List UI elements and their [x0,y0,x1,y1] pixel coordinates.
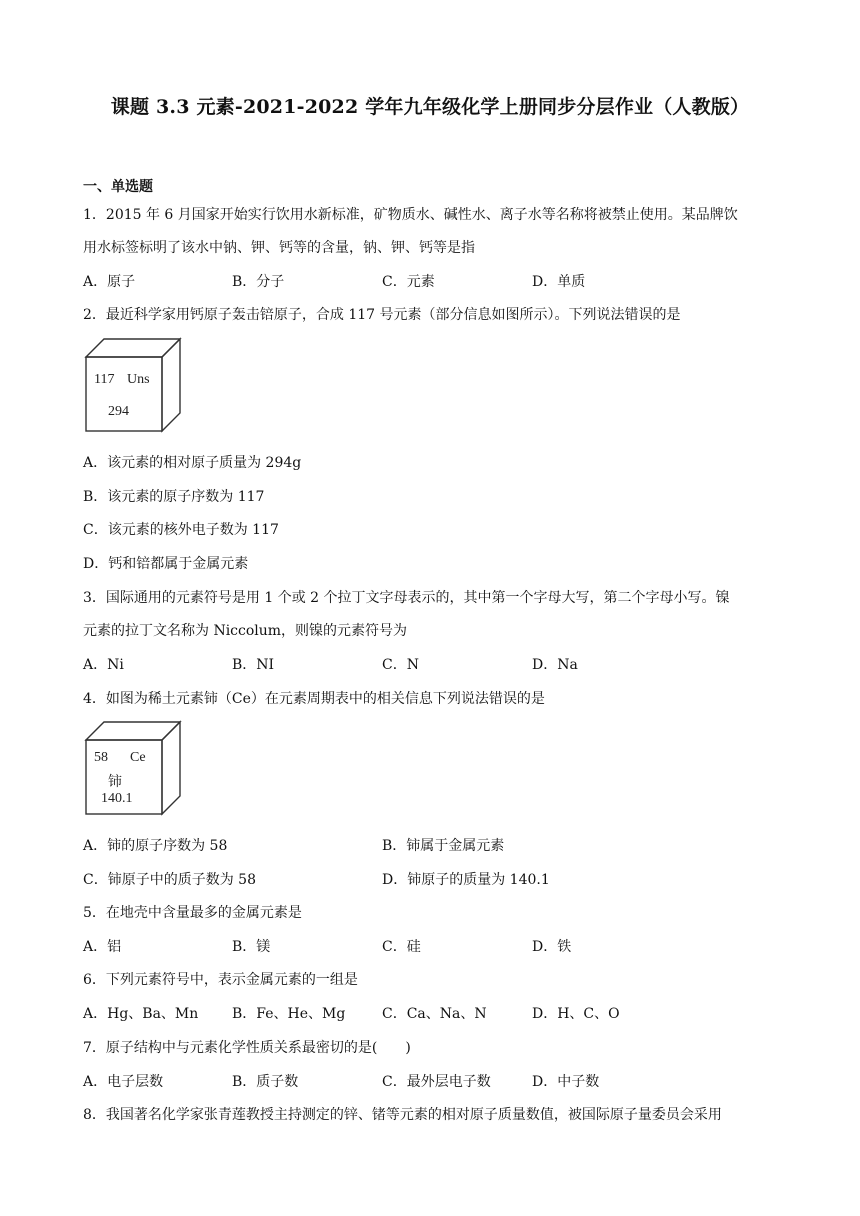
question-5-text: 5．在地壳中含量最多的金属元素是 [83,905,302,921]
option-c[interactable]: C．N [382,657,419,673]
option-a[interactable]: A．该元素的相对原子质量为 294g [83,455,302,471]
question-7-text: 7．原子结构中与元素化学性质关系最密切的是( ) [83,1040,411,1056]
option-a[interactable]: A．电子层数 [83,1074,164,1090]
element-name: 铈 [108,774,122,790]
question-3-text: 3．国际通用的元素符号是用 1 个或 2 个拉丁文字母表示的，其中第一个字母大写，第二个字母小写。镍 [83,590,730,606]
atomic-mass: 140.1 [101,791,133,806]
atomic-number: 117 [94,372,115,387]
element-box-ce [84,720,184,816]
option-c[interactable]: C．硅 [382,939,421,955]
option-c[interactable]: C．最外层电子数 [382,1074,491,1090]
element-symbol: Uns [127,372,150,387]
atomic-number: 58 [94,750,108,765]
option-c[interactable]: C．铈原子中的质子数为 58 [83,872,256,888]
option-d[interactable]: D．铈原子的质量为 140.1 [382,872,550,888]
option-b[interactable]: B．该元素的原子序数为 117 [83,489,265,505]
option-d[interactable]: D．单质 [532,274,586,290]
option-d[interactable]: D．Na [532,657,578,673]
question-6-text: 6．下列元素符号中，表示金属元素的一组是 [83,972,358,988]
section-heading: 一、单选题 [83,179,153,195]
option-c[interactable]: C．Ca、Na、N [382,1006,487,1022]
option-a[interactable]: A．原子 [83,274,136,290]
element-symbol: Ce [130,750,146,765]
option-b[interactable]: B．Fe、He、Mg [232,1006,346,1022]
option-c[interactable]: C．该元素的核外电子数为 117 [83,522,279,538]
option-a[interactable]: A．Ni [83,657,124,673]
question-8-text: 8．我国著名化学家张青莲教授主持测定的锌、锗等元素的相对原子质量数值，被国际原子量委员会采用 [83,1107,722,1123]
page-title: 课题 3.3 元素-2021-2022 学年九年级化学上册同步分层作业（人教版） [110,96,750,118]
option-b[interactable]: B．铈属于金属元素 [382,838,505,854]
option-b[interactable]: B．质子数 [232,1074,299,1090]
option-a[interactable]: A．Hg、Ba、Mn [83,1006,199,1022]
option-d[interactable]: D．中子数 [532,1074,600,1090]
cube-outline [84,720,184,816]
question-1-text: 1．2015 年 6 月国家开始实行饮用水新标准，矿物质水、碱性水、离子水等名称将被禁止使用。某品牌饮 [83,207,738,223]
option-b[interactable]: B．分子 [232,274,285,290]
option-a[interactable]: A．铈的原子序数为 58 [83,838,228,854]
option-b[interactable]: B．镁 [232,939,271,955]
option-d[interactable]: D．钙和锫都属于金属元素 [83,556,249,572]
option-a[interactable]: A．铝 [83,939,122,955]
question-1-text-cont: 用水标签标明了该水中钠、钾、钙等的含量，钠、钾、钙等是指 [83,240,475,256]
question-2-text: 2．最近科学家用钙原子轰击锫原子，合成 117 号元素（部分信息如图所示）。下列说法错误的是 [83,307,681,323]
question-4-text: 4．如图为稀土元素铈（Ce）在元素周期表中的相关信息下列说法错误的是 [83,691,545,707]
option-d[interactable]: D．H、C、O [532,1006,620,1022]
option-b[interactable]: B．NI [232,657,275,673]
question-3-text-cont: 元素的拉丁文名称为 Niccolum，则镍的元素符号为 [83,623,408,639]
atomic-mass: 294 [108,404,129,419]
option-d[interactable]: D．铁 [532,939,572,955]
element-box-uns [84,337,184,433]
option-c[interactable]: C．元素 [382,274,435,290]
